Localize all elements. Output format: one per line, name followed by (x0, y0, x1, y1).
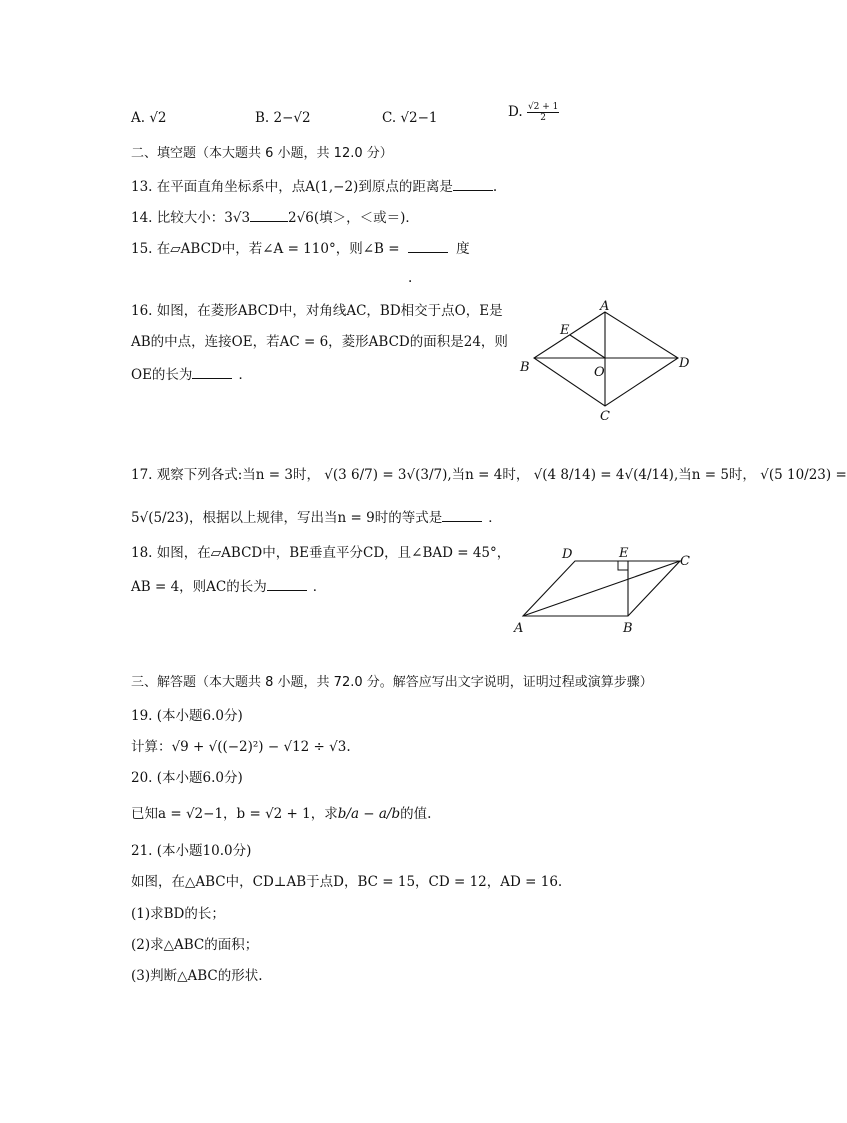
question-14 (131, 207, 419, 228)
label-d: D (562, 547, 573, 562)
q20-body-expr: b/a − a/b (337, 806, 401, 822)
q17-line1 (131, 465, 847, 485)
q14-middle: 2√6(填＞，＜或＝)． (288, 210, 419, 226)
q16-line3 (131, 364, 252, 385)
section2-title: 二、填空题（本大题共 6 小题，共 12.0 分） (131, 146, 393, 161)
option-c: C. √2−1 (382, 110, 438, 126)
segment-oe (570, 335, 605, 358)
q17-text: ，根据以上规律，写出当n = 9时的等式是 (189, 510, 443, 526)
option-b: B. 2−√2 (255, 110, 311, 126)
q20-body (131, 804, 431, 824)
q18-text: AB = 4，则AC的长为 (131, 579, 267, 595)
diagonal-ac (523, 561, 680, 616)
q16-line2: AB的中点，连接OE，若AC = 6，菱形ABCD的面积是24，则 (131, 334, 508, 350)
label-c: C (680, 554, 690, 569)
q17-blank (442, 507, 482, 522)
parallelogram-figure (508, 544, 700, 638)
label-a: A (600, 299, 610, 314)
q17-eq2: √(4 8/14) = 4√(4/14) (533, 467, 674, 483)
question-13 (131, 176, 497, 197)
right-angle-mark (618, 561, 628, 570)
q20-body-prefix: 已知a = √2−1，b = √2 + 1，求 (131, 806, 338, 822)
q14-blank (250, 207, 288, 222)
q16-end: ． (238, 367, 252, 383)
q15-blank (408, 238, 448, 253)
label-o: O (594, 365, 605, 380)
label-b: B (520, 360, 530, 375)
q21-sub3: (3)判断△ABC的形状. (131, 968, 263, 984)
q17-end: ． (488, 510, 502, 526)
q17-part3: ,当n = 5时， (673, 467, 756, 483)
q16-text: OE的长为 (131, 367, 193, 383)
q20-body-suffix: 的值. (400, 806, 432, 822)
q13-end: . (492, 179, 498, 195)
rhombus-figure (512, 300, 702, 425)
q14-prefix: 14. 比较大小：3√3 (131, 210, 251, 226)
label-e: E (619, 546, 629, 561)
option-d-numerator: √2 + 1 (527, 102, 559, 112)
q18-line2 (131, 576, 326, 597)
section3-title: 三、解答题（本大题共 8 小题，共 72.0 分。解答应写出文字说明，证明过程或演算步骤） (131, 675, 653, 690)
q18-blank (267, 576, 307, 591)
q17-line2 (131, 507, 502, 528)
option-a: A. √2 (131, 110, 167, 126)
q16-blank (192, 364, 232, 379)
option-d (508, 102, 559, 123)
q15-dot: . (408, 270, 413, 286)
option-d-prefix: D. (508, 104, 523, 120)
q13-text: 13. 在平面直角坐标系中，点A(1,−2)到原点的距离是 (131, 179, 453, 195)
q13-blank (453, 176, 493, 191)
q16-line1: 16. 如图，在菱形ABCD中，对角线AC，BD相交于点O，E是 (131, 303, 503, 319)
label-c: C (600, 409, 610, 424)
label-e: E (560, 323, 570, 338)
q17-eq3: √(5 10/23) = (760, 467, 847, 483)
q15-suffix: 度 (456, 241, 470, 257)
q19-head: 19. (本小题6.0分) (131, 708, 243, 724)
q18-end: ． (312, 579, 327, 595)
q21-body: 如图，在△ABC中，CD⊥AB于点D，BC = 15，CD = 12，AD = 16. (131, 874, 563, 890)
q21-sub2: (2)求△ABC的面积； (131, 937, 259, 953)
label-b: B (623, 621, 633, 636)
q19-body: 计算：√9 + √((−2)²) − √12 ÷ √3. (131, 739, 351, 755)
q20-head: 20. (本小题6.0分) (131, 770, 243, 786)
option-d-fraction (527, 102, 559, 123)
rhombus-outline (534, 312, 678, 406)
q21-sub1: (1)求BD的长； (131, 906, 225, 922)
q21-head: 21. (本小题10.0分) (131, 843, 252, 859)
q17-eq1: √(3 6/7) = 3√(3/7) (324, 467, 448, 483)
q17-eq3-rhs: 5√(5/23) (131, 510, 190, 526)
label-a: A (514, 621, 524, 636)
option-d-denominator: 2 (540, 113, 547, 123)
q17-part2: ,当n = 4时， (447, 467, 530, 483)
question-15 (131, 238, 470, 259)
label-d: D (679, 356, 690, 371)
q18-line1: 18. 如图，在▱ABCD中，BE垂直平分CD，且∠BAD = 45°， (131, 545, 511, 561)
q17-part1: 17. 观察下列各式:当n = 3时， (131, 467, 320, 483)
q15-prefix: 15. 在▱ABCD中，若∠A = 110°，则∠B = (131, 241, 400, 257)
